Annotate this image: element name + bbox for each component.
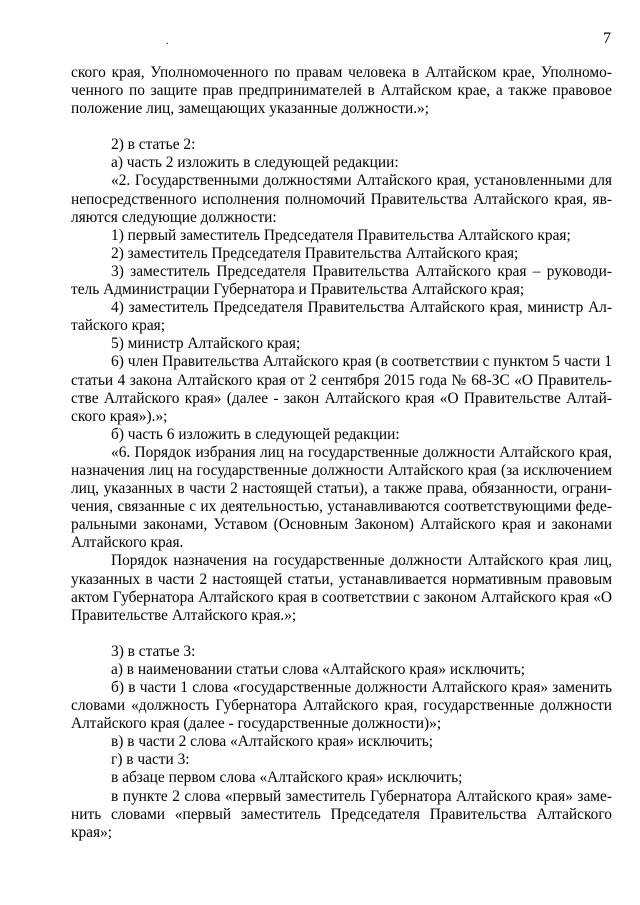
paragraph (71, 154, 612, 172)
text-line: 4) заместитель Председателя Правительства Алтайского края, министр Ал- (111, 299, 612, 317)
paragraph-gap (71, 118, 612, 136)
text-line: Алтайского края (далее - государственные должности)»; (71, 715, 442, 733)
stray-mark: . (166, 36, 169, 47)
paragraph (71, 227, 612, 245)
text-line: 2) заместитель Председателя Правительства Алтайского края; (111, 244, 519, 262)
paragraph (71, 661, 612, 679)
text-line: 1) первый заместитель Председателя Правительства Алтайского края; (111, 226, 571, 244)
text-line: чения, связанные с их деятельностью, устанавливаются соответствующими феде- (71, 498, 612, 516)
text-line: в абзаце первом слова «Алтайского края» исключить; (111, 769, 463, 787)
text-line: словами «должность Губернатора Алтайского края, государственные должности (71, 697, 612, 715)
text-line: «6. Порядок избрания лиц на государственные должности Алтайского края, (111, 443, 612, 461)
text-line: лиц, указанных в части 2 настоящей статьи), а также права, обязанности, ограни- (71, 480, 612, 498)
text-line: Правительстве Алтайского края.»; (71, 606, 297, 624)
paragraph (71, 263, 612, 299)
paragraph (71, 353, 612, 425)
paragraph (71, 769, 612, 787)
paragraph (71, 444, 612, 553)
paragraph (71, 245, 612, 263)
paragraph (71, 299, 612, 335)
text-line: актом Губернатора Алтайского края в соответствии с законом Алтайского края «О (71, 588, 612, 606)
text-line: тайского края; (71, 317, 166, 335)
text-line: а) часть 2 изложить в следующей редакции: (111, 154, 399, 172)
text-line: в) в части 2 слова «Алтайского края» исключить; (111, 733, 433, 751)
text-line: края»; (71, 823, 113, 841)
text-line: Алтайского края. (71, 534, 184, 552)
paragraph (71, 679, 612, 733)
paragraph (71, 751, 612, 769)
text-line: ральными законами, Уставом (Основным Законом) Алтайского края и законами (71, 516, 612, 534)
paragraph (71, 733, 612, 751)
paragraph (71, 643, 612, 661)
page-number: 7 (603, 30, 611, 47)
text-line: ченного по защите прав предпринимателей в Алтайском крае, а также правовое (71, 82, 612, 100)
text-line: непосредственного исполнения полномочий Правительства Алтайского края, яв- (71, 190, 612, 208)
paragraph (71, 426, 612, 444)
text-line: назначения лиц на государственные должности Алтайского края (за исключением (71, 461, 612, 479)
text-line: указанных в части 2 настоящей статьи, устанавливается нормативным правовым (71, 570, 612, 588)
paragraph-gap (71, 625, 612, 643)
text-line: в пункте 2 слова «первый заместитель Губернатора Алтайского края» заме- (111, 787, 612, 805)
paragraph (71, 136, 612, 154)
text-line: тель Администрации Губернатора и Правительства Алтайского края; (71, 281, 525, 299)
paragraph (71, 552, 612, 624)
paragraph (71, 64, 612, 118)
text-line: ского края»).»; (71, 407, 168, 425)
document-body (71, 64, 612, 842)
text-line: Порядок назначения на государственные должности Алтайского края лиц, (111, 552, 612, 570)
text-line: 3) в статье 3: (111, 642, 196, 660)
text-line: стве Алтайского края» (далее - закон Алтайского края «О Правительстве Алтай- (71, 389, 612, 407)
text-line: б) в части 1 слова «государственные должности Алтайского края» заменить (111, 679, 612, 696)
text-line: 2) в статье 2: (111, 136, 196, 154)
text-line: б) часть 6 изложить в следующей редакции: (111, 425, 400, 443)
text-line: а) в наименовании статьи слова «Алтайского края» исключить; (111, 660, 526, 678)
text-line: 3) заместитель Председателя Правительства Алтайского края – руководи- (111, 262, 612, 280)
text-line: 6) член Правительства Алтайского края (в соответствии с пунктом 5 части 1 (111, 353, 612, 371)
paragraph (71, 788, 612, 842)
text-line: нить словами «первый заместитель Председателя Правительства Алтайского (71, 805, 612, 823)
paragraph (71, 335, 612, 353)
text-line: 5) министр Алтайского края; (111, 335, 301, 353)
paragraph (71, 172, 612, 226)
text-line: статьи 4 закона Алтайского края от 2 сентября 2015 года № 68-ЗС «О Правитель- (71, 371, 612, 389)
text-line: ляются следующие должности: (71, 208, 277, 226)
text-line: «2. Государственными должностями Алтайского края, установленными для (111, 172, 612, 190)
text-line: положение лиц, замещающих указанные должности.»; (71, 100, 430, 118)
text-line: ского края, Уполномоченного по правам человека в Алтайском крае, Уполномо- (71, 64, 612, 81)
text-line: г) в части 3: (111, 751, 190, 769)
